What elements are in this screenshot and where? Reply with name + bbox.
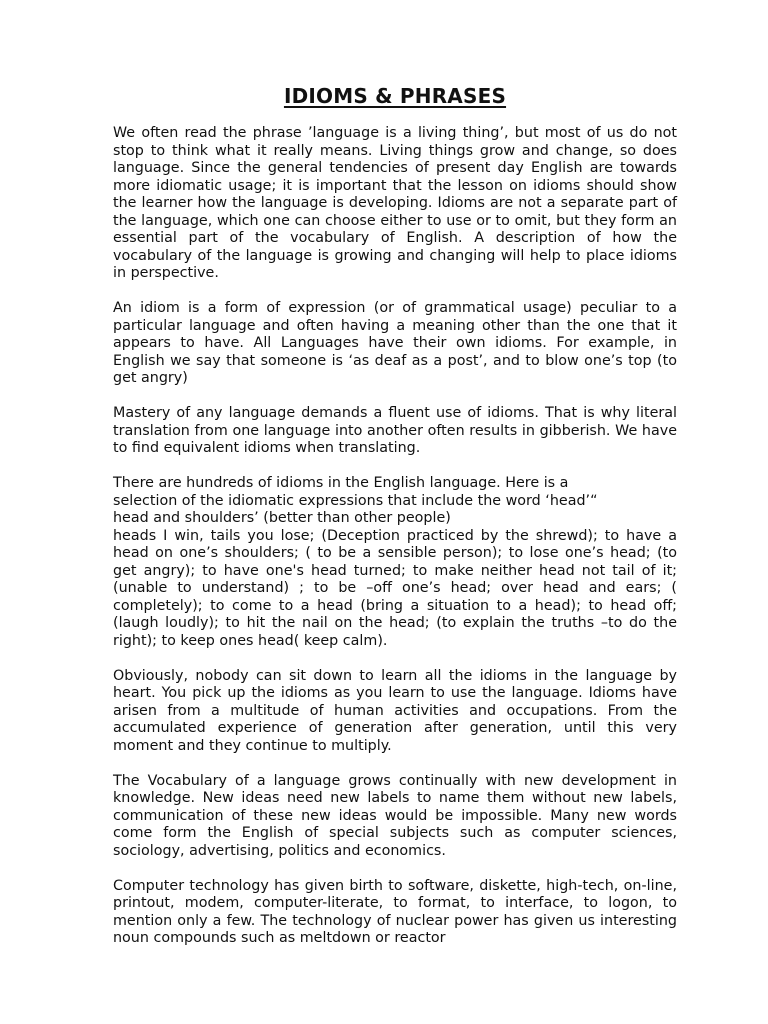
paragraph-idiom-definition: An idiom is a form of expression (or of grammatical usage) peculiar to a particular language and often having a meaning other than the one that it appears to have. All Languages have their own idioms. For example, in English we say that someone is ‘as deaf as a post’, and to blow one’s top (to get angry) [113,300,677,386]
head-idioms-line: selection of the idiomatic expressions that include the word ‘head’“ [113,492,598,509]
document-title: IDIOMS & PHRASES [283,84,507,108]
paragraph-head-idioms [113,475,677,650]
paragraph-computer-technology: Computer technology has given birth to software, diskette, high-tech, on-line, printout, modem, computer-literate, to format, to interface, to logon, to mention only a few. The technology of nuclear power has given us interesting noun compounds such as meltdown or reactor [113,877,677,946]
head-idioms-line: There are hundreds of idioms in the English language. Here is a [113,475,569,491]
paragraph-vocabulary-growth: The Vocabulary of a language grows continually with new development in knowledge. New ideas need new labels to name them without new labels, communication of these new ideas would be impossible. Many new words come form the English of special subjects such as computer sciences, sociology, advertising, politics and economics. [113,772,677,859]
head-idioms-line: head and shoulders’ (better than other people) [113,510,451,526]
head-idioms-list: heads I win, tails you lose; (Deception practiced by the shrewd); to have a head on one’s shoulders; ( to be a sensible person); to lose one’s head; (to get angry); to have one's head turned; to make neither head not tail of it; (unable to understand) ; to be –off one’s head; over head and ears; ( completely); to come to a head (bring a situation to a head); to head off; (laugh loudly); to hit the nail on the head; (to explain the truths –to do the right); to keep ones head( keep calm). [113,527,677,649]
paragraph-living-language: We often read the phrase ’language is a living thing’, but most of us do not stop to think what it really means. Living things grow and change, so does language. Since the general tendencies of present day English are towards more idiomatic usage; it is important that the lesson on idioms should show the learner how the language is developing. Idioms are not a separate part of the language, which one can choose either to use or to omit, but they form an essential part of the vocabulary of English. A description of how the vocabulary of the language is growing and changing will help to place idioms in perspective. [113,125,677,281]
paragraph-mastery: Mastery of any language demands a fluent use of idioms. That is why literal translation from one language into another often results in gibberish. We have to find equivalent idioms when translating. [113,405,677,456]
paragraph-learning-idioms: Obviously, nobody can sit down to learn all the idioms in the language by heart. You pick up the idioms as you learn to use the language. Idioms have arisen from a multitude of human activities and occupations. From the accumulated experience of generation after generation, until this very moment and they continue to multiply. [113,667,677,754]
